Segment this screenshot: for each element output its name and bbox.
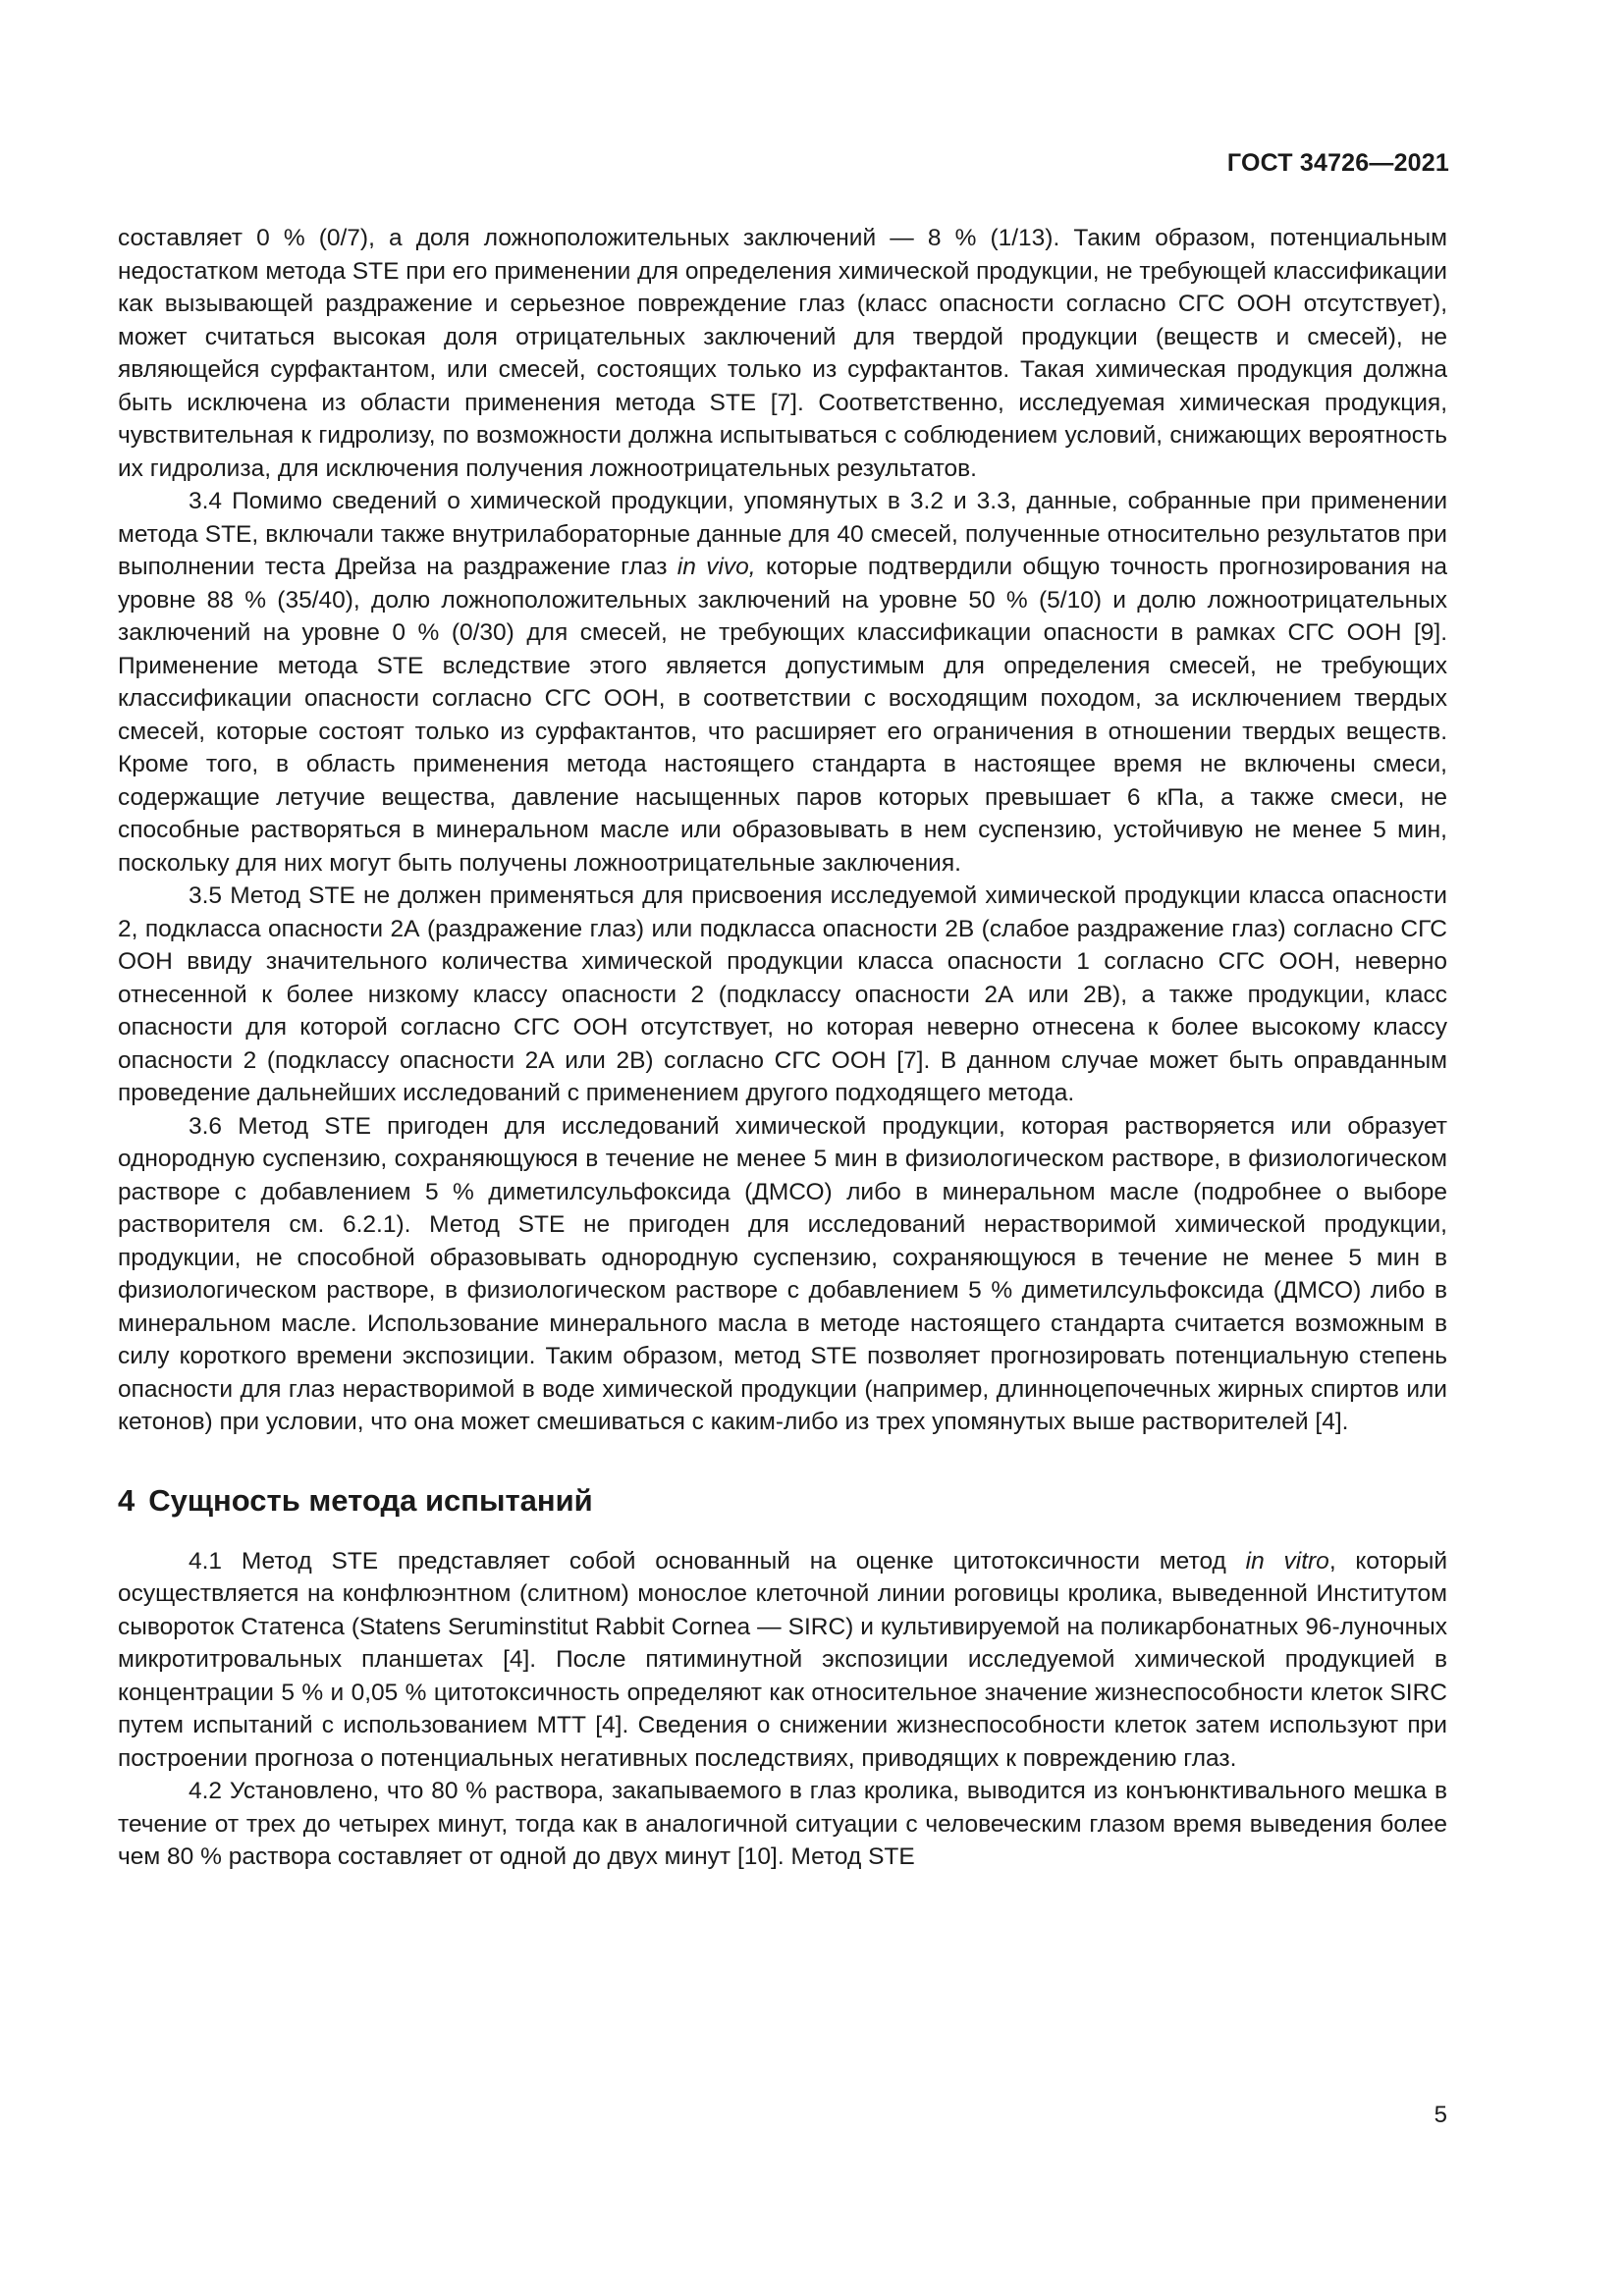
page-body (118, 222, 1447, 1874)
paragraph-3-3-continuation: составляет 0 % (0/7), а доля ложноположительных заключений — 8 % (1/13). Таким образом, потенциальным недостатком метода STE при его применении для определения химической продукции, не требующей классификации как вызывающей раздражение и серьезное повреждение глаз (класс опасности согласно СГС ООН отсутствует), может считаться высокая доля отрицательных заключений для твердой продукции (веществ и смесей), не являющейся сурфактантом, или смесей, состоящих только из сурфактантов. Такая химическая продукция должна быть исключена из области применения метода STE [7]. Соответственно, исследуемая химическая продукция, чувствительная к гидролизу, по возможности должна испытываться с соблюдением условий, снижающих вероятность их гидролиза, для исключения получения ложноотрицательных результатов. (118, 225, 1447, 482)
page-number: 5 (1434, 2102, 1447, 2128)
paragraph-3-5: 3.5 Метод STE не должен применяться для присвоения исследуемой химической продукции класса опасности 2, подкласса опасности 2А (раздражение глаз) или подкласса опасности 2В (слабое раздражение глаз) согласно СГС ООН ввиду значительного количества химической продукции класса опасности 1 согласно СГС ООН, неверно отнесенной к более низкому классу опасности 2 (подклассу опасности 2А или 2В), а также продукции, класс опасности для которой согласно СГС ООН отсутствует, но которая неверно отнесена к более высокому классу опасности 2 (подклассу опасности 2А или 2В) согласно СГС ООН [7]. В данном случае может быть оправданным проведение дальнейших исследований с применением другого подходящего метода. (118, 882, 1447, 1106)
paragraph-4-1: 4.1 Метод STE представляет собой основанный на оценке цитотоксичности метод in vitro, который осуществляется на конфлюэнтном (слитном) монослое клеточной линии роговицы кролика, выведенной Институтом сывороток Статенса (Statens Seruminstitut Rabbit Cornea — SIRC) и культивируемой на поликарбонатных 96-луночных микротитровальных планшетах [4]. После пятиминутной экспозиции исследуемой химической продукцией в концентрации 5 % и 0,05 % цитотоксичность определяют как относительное значение жизнеспособности клеток SIRC путем испытаний с использованием МТТ [4]. Сведения о снижении жизнеспособности клеток затем используют при построении прогноза о потенциальных негативных последствиях, приводящих к повреждению глаз. (118, 1547, 1448, 1772)
section-heading-4 (118, 1482, 1447, 1520)
paragraph-3-6: 3.6 Метод STE пригоден для исследований химической продукции, которая растворяется или образует однородную суспензию, сохраняющуюся в течение не менее 5 мин в физиологическом растворе, в физиологическом растворе с добавлением 5 % диметилсульфоксида (ДМСО) либо в минеральном масле (подробнее о выборе растворителя см. 6.2.1). Метод STE не пригоден для исследований нерастворимой химической продукции, продукции, не способной образовывать однородную суспензию, сохраняющуюся в течение не менее 5 мин в физиологическом растворе, в физиологическом растворе с добавлением 5 % диметилсульфоксида (ДМСО) либо в минеральном масле. Использование минерального масла в методе настоящего стандарта считается возможным в силу короткого времени экспозиции. Таким образом, метод STE позволяет прогнозировать потенциальную степень опасности для глаз нерастворимой в воде химической продукции (например, длинноцепочечных жирных спиртов или кетонов) при условии, что она может смешиваться с каким-либо из трех упомянутых выше растворителей [4]. (118, 1112, 1447, 1435)
paragraph-4-2: 4.2 Установлено, что 80 % раствора, закапываемого в глаз кролика, выводится из конъюнктивального мешка в течение от трех до четырех минут, тогда как в аналогичной ситуации с человеческим глазом время выведения более чем 80 % раствора составляет от одной до двух минут [10]. Метод STE (118, 1778, 1447, 1870)
section-title-text: Сущность метода испытаний (148, 1482, 593, 1518)
paragraph-3-4: 3.4 Помимо сведений о химической продукции, упомянутых в 3.2 и 3.3, данные, собранные при применении метода STE, включали также внутрилабораторные данные для 40 смесей, полученные относительно результатов при выполнении теста Дрейза на раздражение глаз in vivo, которые подтвердили общую точность прогнозирования на уровне 88 % (35/40), долю ложноположительных заключений на уровне 50 % (5/10) и долю ложноотрицательных заключений на уровне 0 % (0/30) для смесей, не требующих классификации опасности в рамках СГС ООН [9]. Применение метода STE вследствие этого является допустимым для определения смесей, не требующих классификации опасности согласно СГС ООН, в соответствии с восходящим походом, за исключением твердых смесей, которые состоят только из сурфактантов, что расширяет его ограничения в отношении твердых веществ. Кроме того, в область применения метода настоящего стандарта в настоящее время не включены смеси, содержащие летучие вещества, давление насыщенных паров которых превышает 6 кПа, а также смеси, не способные растворяться в минеральном масле или образовывать в нем суспензию, устойчивую не менее 5 мин, поскольку для них могут быть получены ложноотрицательные заключения. (118, 488, 1447, 877)
section-number: 4 (118, 1482, 135, 1518)
standard-designation: ГОСТ 34726—2021 (1226, 149, 1449, 177)
